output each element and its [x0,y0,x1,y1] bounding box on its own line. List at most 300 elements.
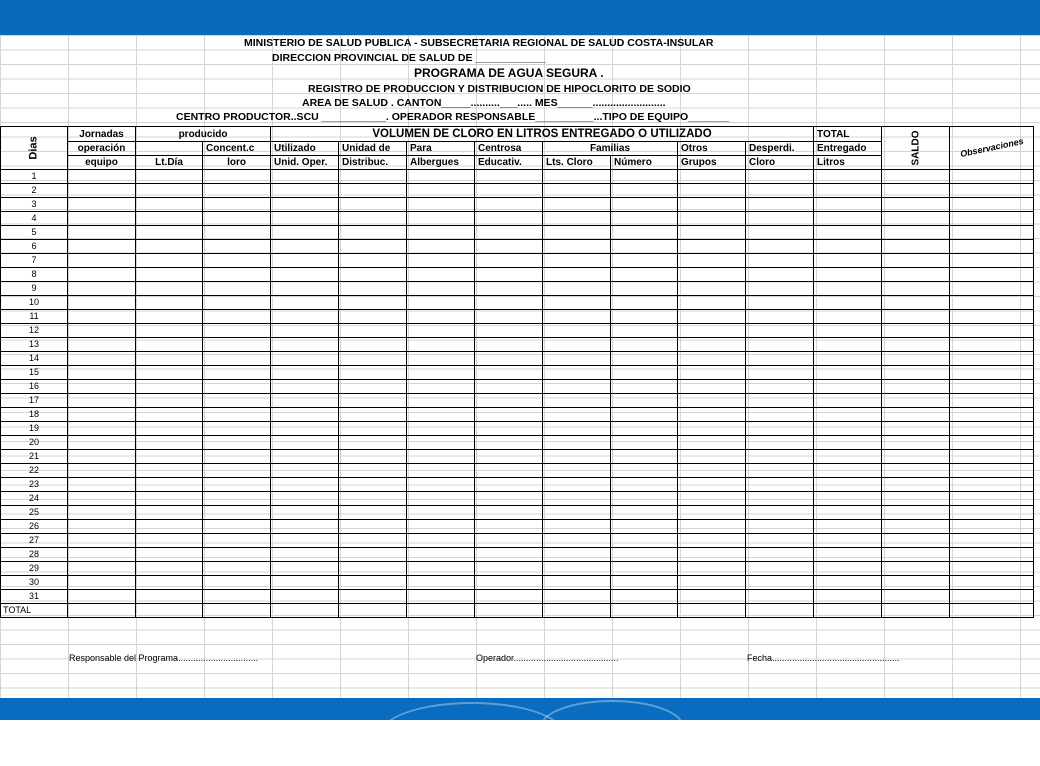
table-cell [407,576,475,590]
table-cell [339,492,407,506]
table-cell [882,268,950,282]
table-cell [678,548,746,562]
jornadas-header-3: equipo [68,156,136,170]
table-cell [68,422,136,436]
familias-header: Familias [543,142,678,156]
table-cell [68,366,136,380]
table-cell [882,338,950,352]
table-cell [475,394,543,408]
para-header: Para [407,142,475,156]
table-cell [475,590,543,604]
table-cell [814,408,882,422]
table-cell [68,506,136,520]
table-cell [950,338,1034,352]
table-row [1,506,1034,520]
table-cell [136,268,203,282]
table-cell [271,506,339,520]
table-cell [475,254,543,268]
unid-oper-header: Unid. Oper. [271,156,339,170]
table-cell [68,380,136,394]
table-cell [678,184,746,198]
table-cell [814,548,882,562]
table-cell [407,548,475,562]
table-cell [950,352,1034,366]
table-cell [611,590,678,604]
table-cell [882,184,950,198]
table-cell [475,268,543,282]
table-cell [611,604,678,618]
table-cell [611,492,678,506]
table-cell [68,268,136,282]
table-cell [136,296,203,310]
table-cell [339,366,407,380]
day-number: 30 [1,576,68,590]
day-number: 22 [1,464,68,478]
table-row [1,380,1034,394]
table-cell [882,380,950,394]
table-cell [678,352,746,366]
table-cell [68,436,136,450]
table-cell [339,590,407,604]
table-cell [814,310,882,324]
table-cell [136,422,203,436]
table-cell [339,310,407,324]
table-cell [678,380,746,394]
table-cell [746,380,814,394]
table-cell [136,534,203,548]
table-cell [271,394,339,408]
table-cell [678,296,746,310]
table-cell [203,170,271,184]
table-cell [543,506,611,520]
table-cell [136,590,203,604]
day-number: 13 [1,338,68,352]
table-cell [678,506,746,520]
table-row [1,226,1034,240]
table-cell [339,240,407,254]
table-cell [407,464,475,478]
table-cell [882,422,950,436]
table-row [1,366,1034,380]
table-cell [203,352,271,366]
table-cell [746,562,814,576]
table-cell [68,170,136,184]
numero-header: Número [611,156,678,170]
table-cell [950,534,1034,548]
table-cell [203,296,271,310]
table-cell [543,394,611,408]
table-cell [339,408,407,422]
table-cell [746,310,814,324]
table-cell [746,184,814,198]
table-cell [339,212,407,226]
table-cell [68,338,136,352]
table-cell [271,282,339,296]
table-cell [475,436,543,450]
table-row [1,520,1034,534]
desperdi-header: Desperdi. [746,142,814,156]
table-cell [543,464,611,478]
table-cell [814,352,882,366]
total-header: TOTAL [814,127,882,142]
dias-label: Dias [27,136,40,160]
table-cell [339,338,407,352]
table-cell [68,212,136,226]
table-cell [746,254,814,268]
table-cell [136,282,203,296]
table-cell [611,226,678,240]
table-cell [475,184,543,198]
table-cell [203,604,271,618]
day-number: 18 [1,408,68,422]
table-cell [407,254,475,268]
table-cell [475,604,543,618]
table-cell [543,170,611,184]
table-cell [136,478,203,492]
total-row [1,604,1034,618]
lt-dia-header: Lt.Día [136,156,203,170]
table-cell [814,268,882,282]
table-cell [203,324,271,338]
table-cell [814,534,882,548]
table-cell [271,534,339,548]
table-cell [407,170,475,184]
table-cell [882,436,950,450]
table-cell [950,380,1034,394]
table-cell [746,604,814,618]
table-cell [475,352,543,366]
table-cell [68,240,136,254]
table-cell [475,506,543,520]
table-row [1,436,1034,450]
table-cell [271,254,339,268]
table-cell [271,352,339,366]
table-cell [475,520,543,534]
table-cell [339,380,407,394]
table-cell [950,506,1034,520]
table-cell [407,590,475,604]
table-cell [407,478,475,492]
table-cell [339,548,407,562]
table-cell [882,394,950,408]
table-cell [814,464,882,478]
table-cell [475,282,543,296]
producido-blank [136,142,203,156]
table-cell [543,408,611,422]
table-cell [271,296,339,310]
table-cell [271,380,339,394]
table-cell [136,548,203,562]
table-cell [882,226,950,240]
observaciones-header [950,127,1034,170]
table-cell [678,590,746,604]
table-cell [950,184,1034,198]
day-number: 19 [1,422,68,436]
table-cell [68,352,136,366]
concent-header: Concent.c [203,142,271,156]
table-cell [68,282,136,296]
table-cell [475,576,543,590]
table-cell [950,394,1034,408]
area-canton-mes: AREA DE SALUD . CANTON_____..........___..... MES______......................... [302,97,666,109]
litros-header: Litros [814,156,882,170]
table-cell [950,366,1034,380]
table-cell [543,198,611,212]
table-cell [203,520,271,534]
table-cell [68,492,136,506]
loro-header: loro [203,156,271,170]
table-cell [203,436,271,450]
table-cell [882,254,950,268]
table-cell [882,366,950,380]
table-row [1,478,1034,492]
table-cell [746,422,814,436]
table-row [1,184,1034,198]
day-number: 11 [1,310,68,324]
table-cell [678,212,746,226]
table-cell [339,562,407,576]
day-number: 7 [1,254,68,268]
table-row [1,352,1034,366]
table-cell [475,534,543,548]
table-row [1,338,1034,352]
table-cell [950,268,1034,282]
table-cell [543,240,611,254]
table-cell [678,240,746,254]
table-cell [203,534,271,548]
operador-signature-line: Operador.......................................... [476,653,619,663]
table-cell [543,338,611,352]
table-cell [543,254,611,268]
day-number: 5 [1,226,68,240]
table-cell [950,520,1034,534]
observaciones-label: Observaciones [958,135,1025,160]
table-cell [950,198,1034,212]
table-cell [136,436,203,450]
table-cell [203,576,271,590]
cloro-header: Cloro [746,156,814,170]
table-cell [950,170,1034,184]
table-cell [543,590,611,604]
table-cell [68,590,136,604]
day-number: 6 [1,240,68,254]
table-cell [746,464,814,478]
bottom-banner [0,698,1040,720]
table-cell [814,184,882,198]
ministry-title: MINISTERIO DE SALUD PUBLICA - SUBSECRETARIA REGIONAL DE SALUD COSTA-INSULAR [244,37,714,49]
table-cell [814,282,882,296]
table-cell [611,534,678,548]
day-number: 29 [1,562,68,576]
table-cell [475,198,543,212]
table-cell [271,464,339,478]
table-cell [950,478,1034,492]
table-cell [950,408,1034,422]
top-banner [0,0,1040,35]
table-cell [543,422,611,436]
table-cell [339,464,407,478]
table-cell [136,576,203,590]
table-cell [271,436,339,450]
table-cell [339,422,407,436]
table-cell [543,352,611,366]
table-cell [339,254,407,268]
table-cell [475,464,543,478]
table-cell [882,534,950,548]
table-cell [68,478,136,492]
table-cell [543,450,611,464]
table-cell [882,198,950,212]
day-number: 15 [1,366,68,380]
table-cell [814,226,882,240]
table-cell [746,548,814,562]
table-cell [678,464,746,478]
table-cell [136,198,203,212]
table-cell [203,450,271,464]
table-cell [68,324,136,338]
table-cell [203,282,271,296]
table-row [1,240,1034,254]
table-cell [271,408,339,422]
table-cell [882,478,950,492]
table-cell [68,604,136,618]
day-number: 21 [1,450,68,464]
jornadas-header-1: Jornadas [68,127,136,142]
register-title: REGISTRO DE PRODUCCION Y DISTRIBUCION DE HIPOCLORITO DE SODIO [308,83,691,95]
table-cell [475,170,543,184]
table-cell [611,478,678,492]
table-cell [814,338,882,352]
table-cell [882,212,950,226]
table-cell [882,170,950,184]
table-cell [68,548,136,562]
table-cell [543,310,611,324]
table-cell [271,268,339,282]
table-cell [678,324,746,338]
table-cell [543,226,611,240]
table-cell [611,296,678,310]
table-cell [611,408,678,422]
responsable-signature-line: Responsable del Programa................................ [69,653,259,663]
table-row [1,408,1034,422]
table-cell [611,366,678,380]
table-cell [136,380,203,394]
table-cell [407,422,475,436]
table-cell [746,170,814,184]
table-cell [339,282,407,296]
table-cell [746,408,814,422]
table-cell [814,240,882,254]
day-number: 3 [1,198,68,212]
table-cell [203,226,271,240]
table-cell [407,268,475,282]
table-cell [543,562,611,576]
table-cell [203,464,271,478]
table-cell [203,478,271,492]
table-cell [611,268,678,282]
day-number: 12 [1,324,68,338]
table-cell [611,436,678,450]
program-title: PROGRAMA DE AGUA SEGURA . [414,66,604,80]
table-row [1,590,1034,604]
table-cell [746,268,814,282]
table-cell [611,352,678,366]
table-cell [136,240,203,254]
dias-header [1,127,68,170]
table-cell [407,184,475,198]
day-number: 9 [1,282,68,296]
table-cell [611,380,678,394]
table-cell [475,240,543,254]
table-cell [407,450,475,464]
table-cell [746,366,814,380]
table-cell [611,422,678,436]
table-cell [543,576,611,590]
table-cell [407,534,475,548]
table-cell [746,520,814,534]
table-cell [407,562,475,576]
register-table [0,126,1034,618]
table-cell [746,492,814,506]
table-row [1,422,1034,436]
day-number: 1 [1,170,68,184]
day-number: 25 [1,506,68,520]
utilizado-header: Utilizado [271,142,339,156]
table-cell [611,520,678,534]
table-cell [407,282,475,296]
table-cell [203,240,271,254]
table-cell [543,268,611,282]
table-cell [678,408,746,422]
table-cell [271,422,339,436]
table-row [1,212,1034,226]
table-cell [882,562,950,576]
table-cell [136,352,203,366]
table-cell [475,548,543,562]
table-cell [136,310,203,324]
table-cell [339,170,407,184]
table-cell [678,198,746,212]
table-cell [271,310,339,324]
table-cell [746,240,814,254]
table-cell [203,492,271,506]
grupos-header: Grupos [678,156,746,170]
table-cell [882,240,950,254]
table-cell [203,562,271,576]
table-cell [678,422,746,436]
table-cell [271,450,339,464]
table-cell [136,184,203,198]
table-cell [68,562,136,576]
table-row [1,534,1034,548]
table-row [1,296,1034,310]
table-cell [882,324,950,338]
table-cell [475,450,543,464]
table-cell [68,198,136,212]
table-cell [678,534,746,548]
table-cell [678,478,746,492]
table-cell [678,338,746,352]
table-cell [678,268,746,282]
otros-header: Otros [678,142,746,156]
table-cell [678,562,746,576]
table-cell [611,254,678,268]
table-cell [746,576,814,590]
table-cell [746,338,814,352]
table-cell [339,436,407,450]
table-cell [882,604,950,618]
table-cell [136,366,203,380]
